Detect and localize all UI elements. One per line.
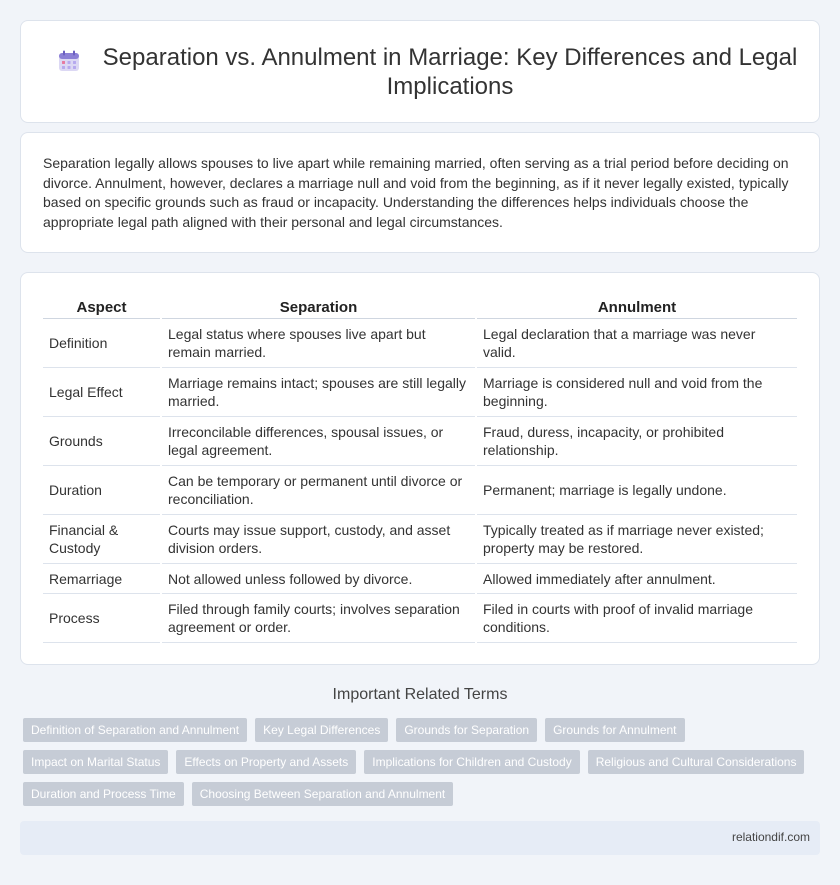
separation-cell: Not allowed unless followed by divorce. [162, 564, 475, 594]
annulment-cell: Fraud, duress, incapacity, or prohibited relationship. [477, 417, 797, 466]
tag-children-custody[interactable]: Implications for Children and Custody [364, 750, 579, 774]
table-row [43, 368, 797, 417]
table-row [43, 564, 797, 594]
separation-cell: Legal status where spouses live apart but remain married. [162, 319, 475, 368]
tag-duration-process[interactable]: Duration and Process Time [23, 782, 184, 806]
header-card [20, 20, 820, 123]
annulment-cell: Marriage is considered null and void from the beginning. [477, 368, 797, 417]
tag-key-legal-differences[interactable]: Key Legal Differences [255, 718, 388, 742]
related-terms-title: Important Related Terms [332, 686, 508, 703]
tag-religious-cultural[interactable]: Religious and Cultural Considerations [588, 750, 805, 774]
tag-definition[interactable]: Definition of Separation and Annulment [23, 718, 247, 742]
aspect-cell: Grounds [43, 417, 160, 466]
tag-marital-status[interactable]: Impact on Marital Status [23, 750, 168, 774]
footer-site-link[interactable]: relationdif.com [731, 830, 810, 844]
comparison-table [41, 293, 799, 643]
intro-card [20, 132, 820, 253]
separation-cell: Marriage remains intact; spouses are still legally married. [162, 368, 475, 417]
aspect-cell: Remarriage [43, 564, 160, 594]
tag-row [23, 718, 813, 742]
header-aspect: Aspect [43, 293, 160, 319]
annulment-cell: Typically treated as if marriage never existed; property may be restored. [477, 515, 797, 564]
aspect-cell: Legal Effect [43, 368, 160, 417]
intro-paragraph: Separation legally allows spouses to live apart while remaining married, often serving as a trial period before deciding on divorce. Annulment, however, declares a marriage null and void from the beginning, as if it never legally existed, typically based on specific grounds such as fraud or incapacity. Understanding the differences helps individuals choose the appropriate legal path aligned with their personal and legal circumstances. [43, 155, 789, 230]
footer [20, 821, 820, 855]
table-row [43, 594, 797, 643]
annulment-cell: Legal declaration that a marriage was never valid. [477, 319, 797, 368]
annulment-cell: Filed in courts with proof of invalid marriage conditions. [477, 594, 797, 643]
table-row [43, 319, 797, 368]
separation-cell: Irreconcilable differences, spousal issues, or legal agreement. [162, 417, 475, 466]
tag-row [23, 782, 813, 806]
aspect-cell: Financial & Custody [43, 515, 160, 564]
table-row [43, 515, 797, 564]
table-row [43, 417, 797, 466]
separation-cell: Filed through family courts; involves separation agreement or order. [162, 594, 475, 643]
separation-cell: Courts may issue support, custody, and asset division orders. [162, 515, 475, 564]
tag-row [23, 750, 813, 774]
table-card [20, 272, 820, 665]
page-title: Separation vs. Annulment in Marriage: Key Differences and Legal Implications [102, 44, 798, 100]
annulment-cell: Allowed immediately after annulment. [477, 564, 797, 594]
tag-grounds-annulment[interactable]: Grounds for Annulment [545, 718, 684, 742]
tag-property-assets[interactable]: Effects on Property and Assets [176, 750, 356, 774]
separation-cell: Can be temporary or permanent until divorce or reconciliation. [162, 466, 475, 515]
aspect-cell: Duration [43, 466, 160, 515]
tag-grounds-separation[interactable]: Grounds for Separation [396, 718, 537, 742]
annulment-cell: Permanent; marriage is legally undone. [477, 466, 797, 515]
aspect-cell: Definition [43, 319, 160, 368]
header-annulment: Annulment [477, 293, 797, 319]
related-terms-tags [23, 718, 813, 814]
header-separation: Separation [162, 293, 475, 319]
table-row [43, 466, 797, 515]
aspect-cell: Process [43, 594, 160, 643]
tag-choosing[interactable]: Choosing Between Separation and Annulment [192, 782, 454, 806]
